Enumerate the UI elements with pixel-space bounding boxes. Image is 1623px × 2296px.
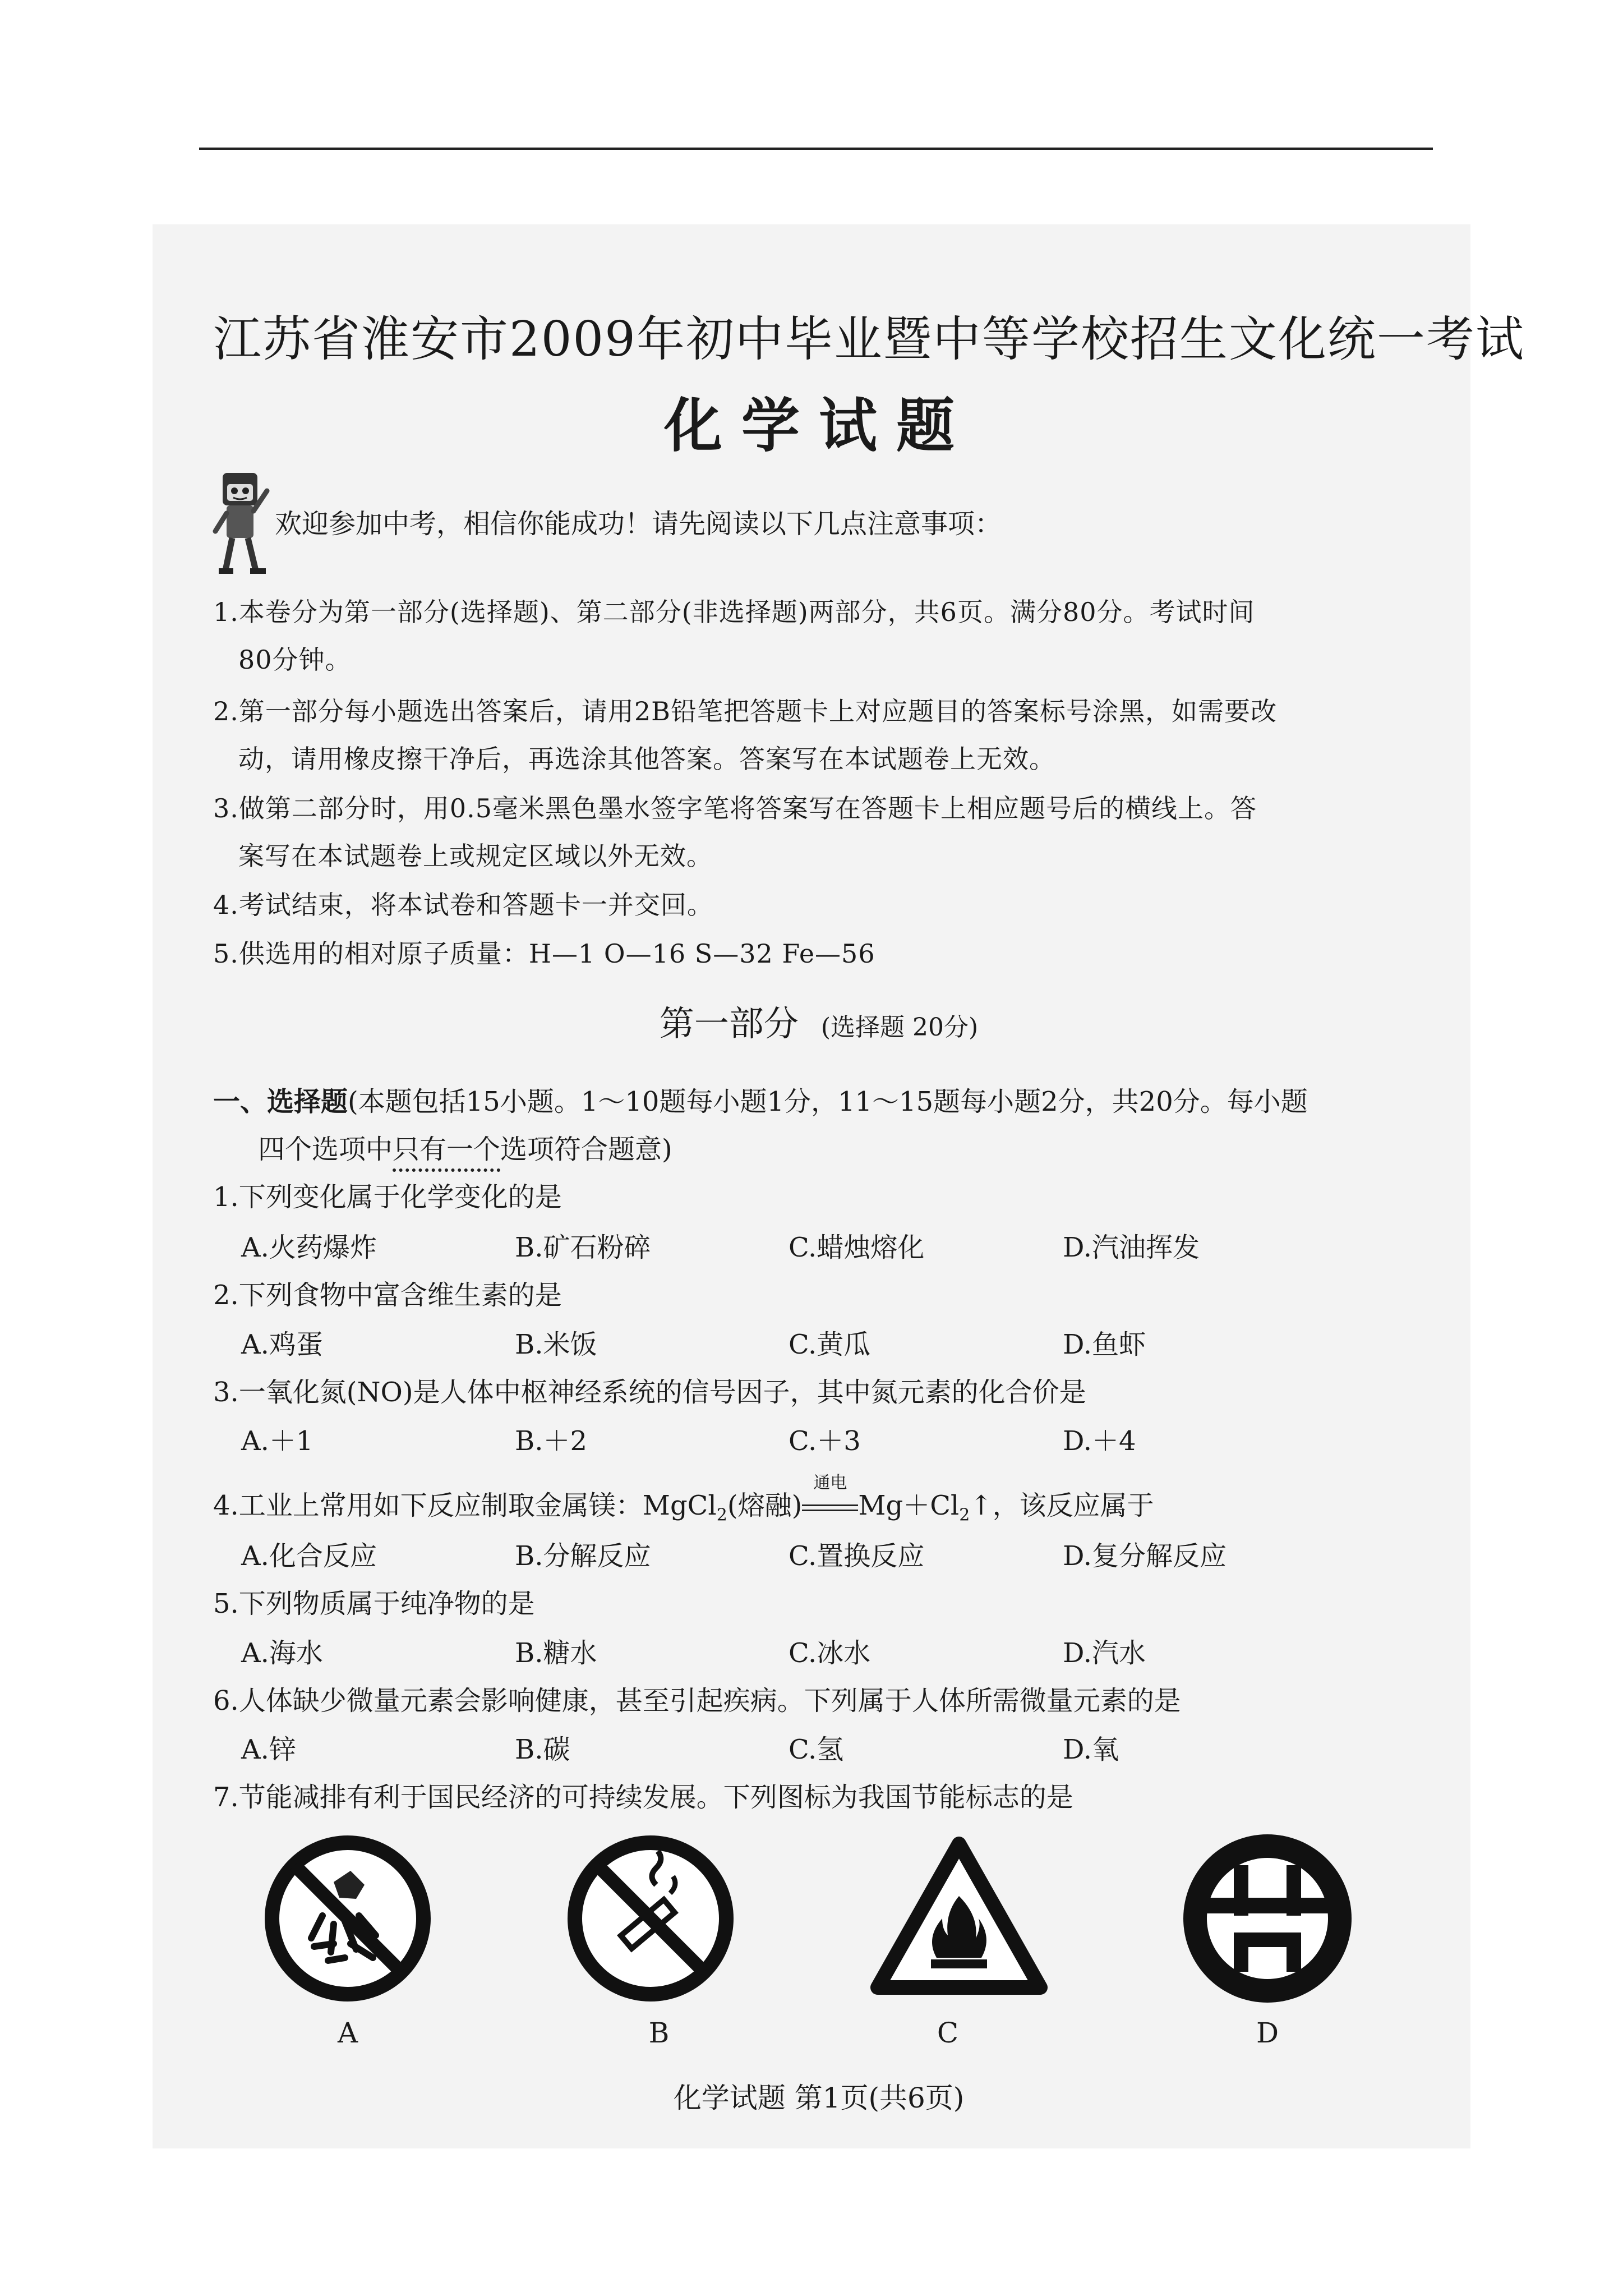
sign-label-c: C xyxy=(937,2017,959,2049)
notice-line: 80分钟。 xyxy=(238,645,352,675)
option-c: C.氢 xyxy=(789,1734,844,1765)
option-a: A.鸡蛋 xyxy=(241,1329,323,1360)
option-b: B.矿石粉碎 xyxy=(515,1232,651,1263)
exam-subject: 化学试题 xyxy=(663,391,974,460)
notice-line: 案写在本试题卷上或规定区域以外无效。 xyxy=(238,841,713,871)
question-stem: 2.下列食物中富含维生素的是 xyxy=(213,1280,562,1311)
instruction-text: (本题包括15小题。1～10题每小题1分，11～15题每小题2分，共20分。每小题 xyxy=(348,1086,1308,1117)
instruction-label: 一、选择题 xyxy=(213,1086,348,1117)
question-stem: 7.节能减排有利于国民经济的可持续发展。下列图标为我国节能标志的是 xyxy=(213,1782,1073,1813)
option-c: C.冰水 xyxy=(789,1637,871,1669)
notice-line: 5.供选用的相对原子质量：H—1 O—16 S—32 Fe—56 xyxy=(213,938,875,969)
instruction-line-2 xyxy=(258,1128,672,1166)
option-a: A.海水 xyxy=(241,1637,323,1669)
option-a: A.化合反应 xyxy=(241,1540,377,1572)
welcome-text: 欢迎参加中考，相信你能成功！请先阅读以下几点注意事项： xyxy=(275,508,1002,540)
section-heading xyxy=(213,996,1424,1046)
flammable-warning-icon xyxy=(866,1832,1052,2000)
option-a: A.锌 xyxy=(241,1734,296,1765)
notice-line: 4.考试结束，将本试卷和答题卡一并交回。 xyxy=(213,890,713,920)
option-c: C.黄瓜 xyxy=(789,1329,871,1360)
option-b: B.分解反应 xyxy=(515,1540,651,1572)
question-stem: 1.下列变化属于化学变化的是 xyxy=(213,1181,562,1213)
section-title: 第一部分 xyxy=(659,1003,799,1044)
stem-text: ↑，该反应属于 xyxy=(970,1490,1154,1521)
option-a: A.＋1 xyxy=(241,1425,313,1457)
notice-line: 1.本卷分为第一部分(选择题)、第二部分(非选择题)两部分，共6页。满分80分。考试时间 xyxy=(213,597,1255,627)
option-d: D.＋4 xyxy=(1063,1425,1136,1457)
option-b: B.碳 xyxy=(515,1734,570,1765)
option-d: D.汽油挥发 xyxy=(1063,1232,1200,1263)
option-b: B.米饭 xyxy=(515,1329,597,1360)
question-stem xyxy=(213,1473,1154,1525)
instruction-text: 四个选项中 xyxy=(258,1134,393,1165)
question-stem: 5.下列物质属于纯净物的是 xyxy=(213,1588,535,1619)
mascot-icon xyxy=(209,468,275,575)
condition-label: 通电 xyxy=(813,1473,847,1493)
section-note: (选择题 20分) xyxy=(820,1013,979,1042)
no-fireworks-icon xyxy=(261,1832,435,2005)
subscript: 2 xyxy=(959,1505,970,1525)
option-d: D.汽水 xyxy=(1063,1637,1146,1669)
option-c: C.置换反应 xyxy=(789,1540,925,1572)
emphasis-text: 只有一个 xyxy=(393,1134,500,1172)
sign-label-b: B xyxy=(648,2017,670,2049)
stem-text: 4.工业上常用如下反应制取金属镁：MgCl xyxy=(213,1490,717,1521)
page-footer: 化学试题 第1页(共6页) xyxy=(673,2082,965,2114)
energy-saving-logo-icon xyxy=(1181,1832,1354,2005)
option-b: B.糖水 xyxy=(515,1637,597,1669)
sign-label-a: A xyxy=(337,2017,358,2049)
option-c: C.蜡烛熔化 xyxy=(789,1232,925,1263)
instruction-line-1 xyxy=(213,1080,1308,1119)
sign-label-d: D xyxy=(1256,2017,1279,2049)
option-d: D.复分解反应 xyxy=(1063,1540,1227,1572)
notice-line: 3.做第二部分时，用0.5毫米黑色墨水签字笔将答案写在答题卡上相应题号后的横线上。答 xyxy=(213,793,1257,823)
option-d: D.氧 xyxy=(1063,1734,1119,1765)
question-stem: 3.一氧化氮(NO)是人体中枢神经系统的信号因子，其中氮元素的化合价是 xyxy=(213,1377,1086,1408)
question-stem: 6.人体缺少微量元素会影响健康，甚至引起疾病。下列属于人体所需微量元素的是 xyxy=(213,1685,1181,1717)
subscript: 2 xyxy=(716,1505,727,1525)
top-rule xyxy=(199,148,1433,150)
option-a: A.火药爆炸 xyxy=(241,1232,377,1263)
no-smoking-icon xyxy=(564,1832,737,2005)
reaction-arrow xyxy=(802,1473,858,1521)
exam-title: 江苏省淮安市2009年初中毕业暨中等学校招生文化统一考试 xyxy=(213,311,1525,367)
stem-text: (熔融) xyxy=(727,1490,803,1521)
instruction-text: 选项符合题意) xyxy=(500,1134,672,1165)
option-c: C.＋3 xyxy=(789,1425,861,1457)
notice-line: 动，请用橡皮擦干净后，再选涂其他答案。答案写在本试题卷上无效。 xyxy=(238,744,1055,774)
option-d: D.鱼虾 xyxy=(1063,1329,1146,1360)
stem-text: Mg＋Cl xyxy=(858,1490,960,1521)
option-b: B.＋2 xyxy=(515,1425,588,1457)
notice-line: 2.第一部分每小题选出答案后，请用2B铅笔把答题卡上对应题目的答案标号涂黑，如需要改 xyxy=(213,696,1277,726)
